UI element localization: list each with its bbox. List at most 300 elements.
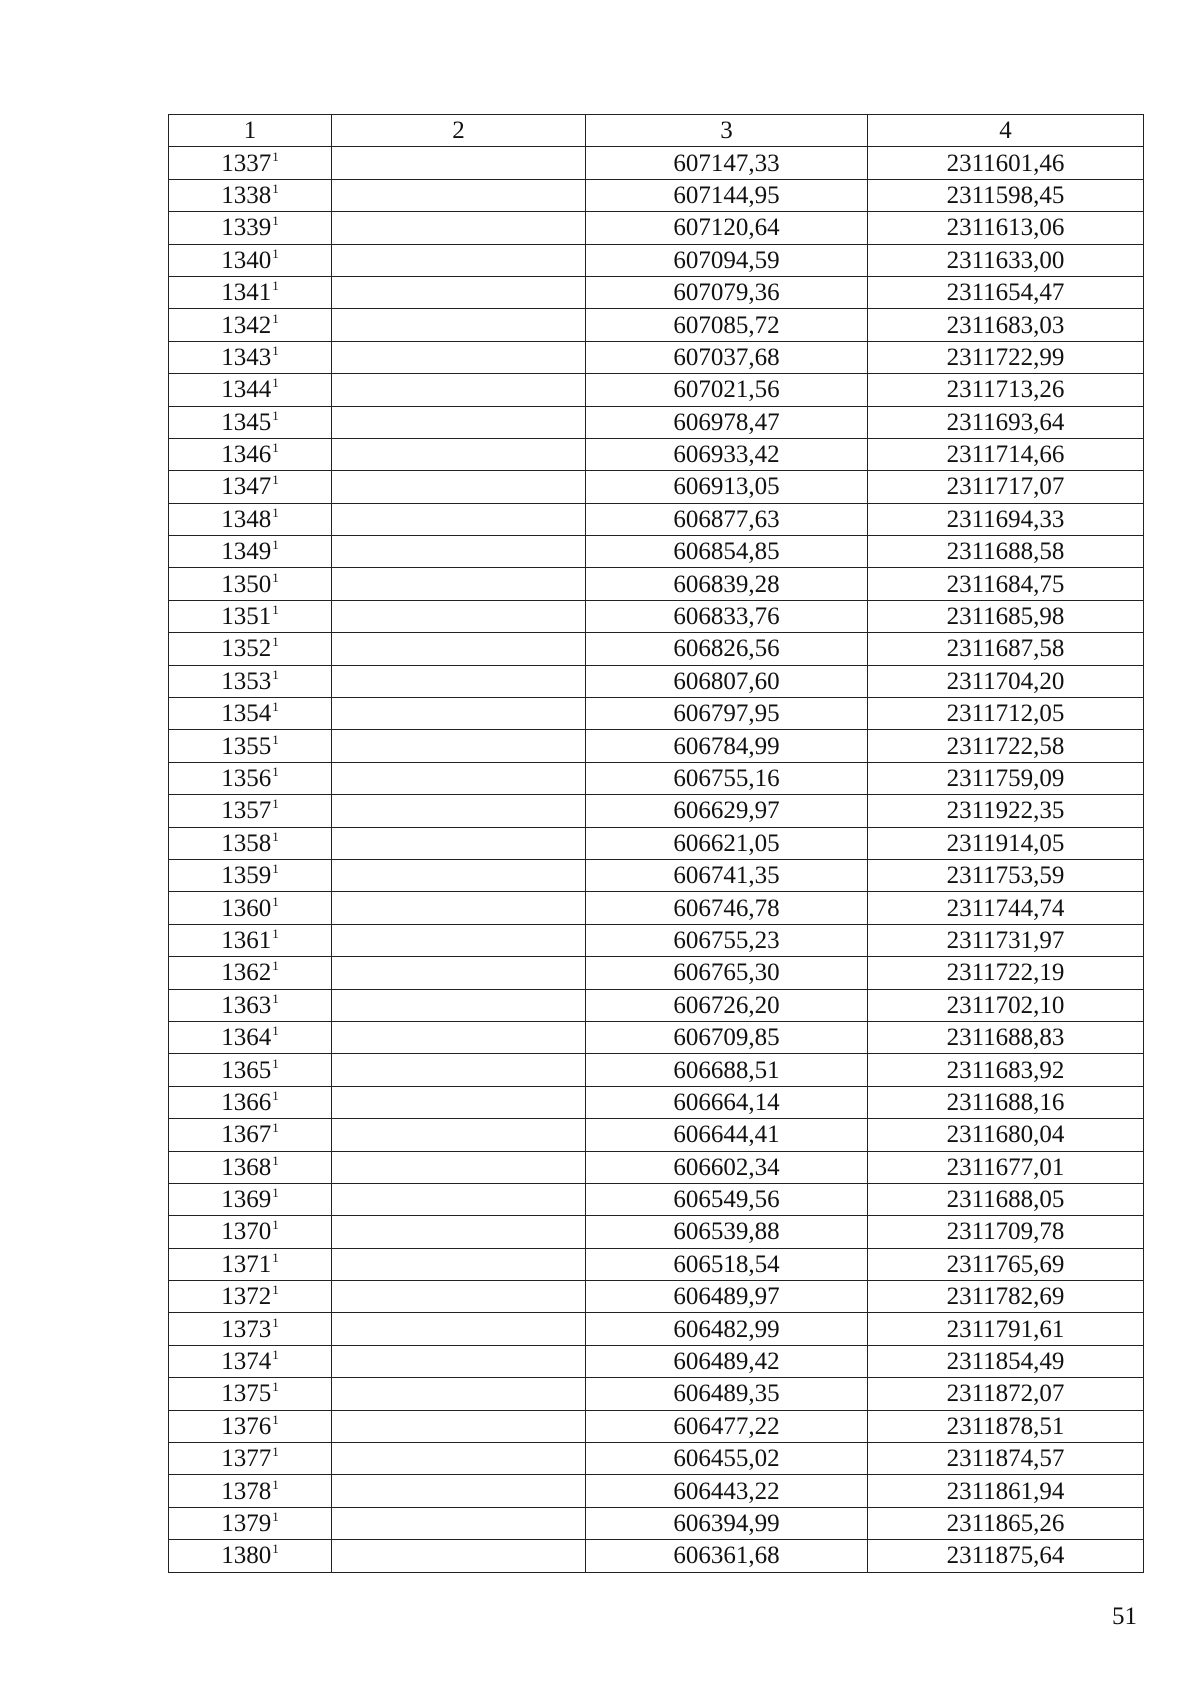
- point-number: 1367: [221, 1121, 272, 1149]
- point-number-cell: [169, 730, 332, 762]
- empty-cell: [332, 1313, 586, 1345]
- point-number: 1348: [221, 505, 272, 533]
- empty-cell: [332, 1507, 586, 1539]
- y-coordinate-cell: 2311598,45: [868, 179, 1144, 211]
- point-number-cell: [169, 438, 332, 470]
- empty-cell: [332, 1443, 586, 1475]
- point-number-cell: [169, 665, 332, 697]
- table-row: [169, 1021, 1144, 1053]
- y-coordinate-cell: 2311709,78: [868, 1216, 1144, 1248]
- point-superscript: 1: [272, 440, 279, 456]
- point-number-cell: [169, 244, 332, 276]
- x-coordinate-cell: 606489,42: [586, 1345, 868, 1377]
- table-row: [169, 1281, 1144, 1313]
- point-superscript: 1: [272, 1152, 279, 1168]
- x-coordinate-cell: 606854,85: [586, 536, 868, 568]
- point-number-cell: [169, 1086, 332, 1118]
- point-number-cell: [169, 179, 332, 211]
- x-coordinate-cell: 606602,34: [586, 1151, 868, 1183]
- point-number: 1355: [221, 732, 272, 760]
- empty-cell: [332, 1248, 586, 1280]
- x-coordinate-cell: 606755,16: [586, 762, 868, 794]
- empty-cell: [332, 892, 586, 924]
- y-coordinate-cell: 2311861,94: [868, 1475, 1144, 1507]
- empty-cell: [332, 1216, 586, 1248]
- y-coordinate-cell: 2311687,58: [868, 633, 1144, 665]
- point-superscript: 1: [272, 1314, 279, 1330]
- point-superscript: 1: [272, 634, 279, 650]
- point-number-cell: [169, 374, 332, 406]
- point-number-cell: [169, 795, 332, 827]
- table-row: [169, 957, 1144, 989]
- x-coordinate-cell: 606755,23: [586, 924, 868, 956]
- point-number-cell: [169, 1443, 332, 1475]
- x-coordinate-cell: 606826,56: [586, 633, 868, 665]
- point-number-cell: [169, 503, 332, 535]
- x-coordinate-cell: 606833,76: [586, 600, 868, 632]
- empty-cell: [332, 600, 586, 632]
- point-number-cell: [169, 1183, 332, 1215]
- empty-cell: [332, 568, 586, 600]
- point-number: 1368: [221, 1153, 272, 1181]
- point-superscript: 1: [272, 1476, 279, 1492]
- point-number: 1339: [221, 214, 272, 242]
- x-coordinate-cell: 606797,95: [586, 698, 868, 730]
- point-superscript: 1: [272, 310, 279, 326]
- point-number-cell: [169, 1378, 332, 1410]
- x-coordinate-cell: 606688,51: [586, 1054, 868, 1086]
- y-coordinate-cell: 2311694,33: [868, 503, 1144, 535]
- table-row: [169, 276, 1144, 308]
- table-row: [169, 1054, 1144, 1086]
- coordinates-table: [168, 114, 1144, 1573]
- table-row: [169, 633, 1144, 665]
- y-coordinate-cell: 2311613,06: [868, 212, 1144, 244]
- point-number: 1350: [221, 570, 272, 598]
- y-coordinate-cell: 2311759,09: [868, 762, 1144, 794]
- x-coordinate-cell: 607079,36: [586, 276, 868, 308]
- empty-cell: [332, 1119, 586, 1151]
- point-number: 1366: [221, 1088, 272, 1116]
- empty-cell: [332, 1281, 586, 1313]
- empty-cell: [332, 957, 586, 989]
- empty-cell: [332, 1151, 586, 1183]
- point-superscript: 1: [272, 375, 279, 391]
- y-coordinate-cell: 2311922,35: [868, 795, 1144, 827]
- y-coordinate-cell: 2311717,07: [868, 471, 1144, 503]
- point-superscript: 1: [272, 1055, 279, 1071]
- point-superscript: 1: [272, 1217, 279, 1233]
- table-row: [169, 1151, 1144, 1183]
- table-row: [169, 698, 1144, 730]
- point-superscript: 1: [272, 1411, 279, 1427]
- point-number-cell: [169, 1248, 332, 1280]
- y-coordinate-cell: 2311702,10: [868, 989, 1144, 1021]
- point-number: 1338: [221, 181, 272, 209]
- x-coordinate-cell: 606489,97: [586, 1281, 868, 1313]
- point-number: 1360: [221, 894, 272, 922]
- x-coordinate-cell: 606877,63: [586, 503, 868, 535]
- point-number: 1376: [221, 1412, 272, 1440]
- x-coordinate-cell: 606807,60: [586, 665, 868, 697]
- empty-cell: [332, 536, 586, 568]
- point-superscript: 1: [272, 472, 279, 488]
- point-superscript: 1: [272, 1508, 279, 1524]
- empty-cell: [332, 438, 586, 470]
- y-coordinate-cell: 2311753,59: [868, 859, 1144, 891]
- x-coordinate-cell: 606482,99: [586, 1313, 868, 1345]
- table-row: [169, 1507, 1144, 1539]
- column-header-4: 4: [868, 115, 1144, 147]
- point-number-cell: [169, 762, 332, 794]
- point-number: 1378: [221, 1477, 272, 1505]
- table-row: [169, 244, 1144, 276]
- y-coordinate-cell: 2311744,74: [868, 892, 1144, 924]
- column-header-3: 3: [586, 115, 868, 147]
- x-coordinate-cell: 607094,59: [586, 244, 868, 276]
- y-coordinate-cell: 2311601,46: [868, 147, 1144, 179]
- point-number-cell: [169, 1507, 332, 1539]
- point-superscript: 1: [272, 1379, 279, 1395]
- point-number: 1358: [221, 829, 272, 857]
- point-number: 1375: [221, 1380, 272, 1408]
- point-number: 1351: [221, 603, 272, 631]
- point-number-cell: [169, 1313, 332, 1345]
- point-superscript: 1: [272, 861, 279, 877]
- empty-cell: [332, 276, 586, 308]
- y-coordinate-cell: 2311712,05: [868, 698, 1144, 730]
- table-row: [169, 471, 1144, 503]
- x-coordinate-cell: 606539,88: [586, 1216, 868, 1248]
- table-row: [169, 989, 1144, 1021]
- point-superscript: 1: [272, 1087, 279, 1103]
- table-row: [169, 503, 1144, 535]
- point-number: 1371: [221, 1250, 272, 1278]
- point-number-cell: [169, 1054, 332, 1086]
- y-coordinate-cell: 2311688,16: [868, 1086, 1144, 1118]
- y-coordinate-cell: 2311684,75: [868, 568, 1144, 600]
- empty-cell: [332, 1475, 586, 1507]
- point-superscript: 1: [272, 1347, 279, 1363]
- x-coordinate-cell: 606933,42: [586, 438, 868, 470]
- y-coordinate-cell: 2311865,26: [868, 1507, 1144, 1539]
- point-superscript: 1: [272, 213, 279, 229]
- table-row: [169, 568, 1144, 600]
- point-superscript: 1: [272, 731, 279, 747]
- table-row: [169, 406, 1144, 438]
- x-coordinate-cell: 606621,05: [586, 827, 868, 859]
- point-superscript: 1: [272, 1185, 279, 1201]
- point-superscript: 1: [272, 958, 279, 974]
- table-row: [169, 762, 1144, 794]
- table-row: [169, 1183, 1144, 1215]
- table-body: [169, 147, 1144, 1572]
- empty-cell: [332, 795, 586, 827]
- point-number-cell: [169, 1021, 332, 1053]
- point-number-cell: [169, 859, 332, 891]
- table-row: [169, 309, 1144, 341]
- table-row: [169, 536, 1144, 568]
- point-superscript: 1: [272, 666, 279, 682]
- point-number: 1362: [221, 959, 272, 987]
- table-row: [169, 892, 1144, 924]
- point-number-cell: [169, 1410, 332, 1442]
- empty-cell: [332, 730, 586, 762]
- table-row: [169, 179, 1144, 211]
- empty-cell: [332, 698, 586, 730]
- point-superscript: 1: [272, 1282, 279, 1298]
- point-number-cell: [169, 536, 332, 568]
- table-row: [169, 1119, 1144, 1151]
- empty-cell: [332, 406, 586, 438]
- empty-cell: [332, 1183, 586, 1215]
- x-coordinate-cell: 607147,33: [586, 147, 868, 179]
- point-number: 1342: [221, 311, 272, 339]
- column-header-1: 1: [169, 115, 332, 147]
- point-number-cell: [169, 1540, 332, 1572]
- table-row: [169, 1475, 1144, 1507]
- table-row: [169, 147, 1144, 179]
- y-coordinate-cell: 2311714,66: [868, 438, 1144, 470]
- point-number-cell: [169, 406, 332, 438]
- x-coordinate-cell: 606726,20: [586, 989, 868, 1021]
- x-coordinate-cell: 606746,78: [586, 892, 868, 924]
- point-number-cell: [169, 600, 332, 632]
- point-number-cell: [169, 698, 332, 730]
- table-row: [169, 1248, 1144, 1280]
- x-coordinate-cell: 606477,22: [586, 1410, 868, 1442]
- point-superscript: 1: [272, 925, 279, 941]
- table-row: [169, 1086, 1144, 1118]
- point-superscript: 1: [272, 1249, 279, 1265]
- y-coordinate-cell: 2311731,97: [868, 924, 1144, 956]
- point-superscript: 1: [272, 569, 279, 585]
- y-coordinate-cell: 2311722,99: [868, 341, 1144, 373]
- y-coordinate-cell: 2311875,64: [868, 1540, 1144, 1572]
- point-number-cell: [169, 568, 332, 600]
- empty-cell: [332, 665, 586, 697]
- y-coordinate-cell: 2311693,64: [868, 406, 1144, 438]
- point-number-cell: [169, 989, 332, 1021]
- point-number: 1353: [221, 667, 272, 695]
- point-superscript: 1: [272, 796, 279, 812]
- point-number: 1370: [221, 1218, 272, 1246]
- x-coordinate-cell: 607085,72: [586, 309, 868, 341]
- point-number: 1356: [221, 765, 272, 792]
- point-number: 1373: [221, 1315, 272, 1343]
- y-coordinate-cell: 2311878,51: [868, 1410, 1144, 1442]
- y-coordinate-cell: 2311685,98: [868, 600, 1144, 632]
- point-number-cell: [169, 924, 332, 956]
- point-number: 1364: [221, 1024, 272, 1052]
- point-superscript: 1: [272, 1541, 279, 1557]
- y-coordinate-cell: 2311677,01: [868, 1151, 1144, 1183]
- point-number: 1341: [221, 279, 272, 307]
- point-superscript: 1: [272, 245, 279, 261]
- point-number-cell: [169, 309, 332, 341]
- y-coordinate-cell: 2311688,58: [868, 536, 1144, 568]
- empty-cell: [332, 309, 586, 341]
- empty-cell: [332, 1540, 586, 1572]
- y-coordinate-cell: 2311683,92: [868, 1054, 1144, 1086]
- table-row: [169, 438, 1144, 470]
- point-number: 1354: [221, 700, 272, 728]
- point-superscript: 1: [272, 893, 279, 909]
- point-superscript: 1: [272, 504, 279, 520]
- table-row: [169, 795, 1144, 827]
- y-coordinate-cell: 2311765,69: [868, 1248, 1144, 1280]
- point-superscript: 1: [272, 148, 279, 164]
- x-coordinate-cell: 606518,54: [586, 1248, 868, 1280]
- point-number: 1345: [221, 408, 272, 436]
- point-number: 1349: [221, 538, 272, 566]
- point-superscript: 1: [272, 699, 279, 715]
- x-coordinate-cell: 606489,35: [586, 1378, 868, 1410]
- point-superscript: 1: [272, 342, 279, 358]
- empty-cell: [332, 374, 586, 406]
- table-row: [169, 1443, 1144, 1475]
- y-coordinate-cell: 2311722,19: [868, 957, 1144, 989]
- point-superscript: 1: [272, 278, 279, 294]
- x-coordinate-cell: 606913,05: [586, 471, 868, 503]
- point-number: 1361: [221, 926, 272, 954]
- empty-cell: [332, 503, 586, 535]
- table-row: [169, 1540, 1144, 1572]
- empty-cell: [332, 924, 586, 956]
- point-number: 1372: [221, 1283, 272, 1311]
- empty-cell: [332, 147, 586, 179]
- point-superscript: 1: [272, 537, 279, 553]
- y-coordinate-cell: 2311872,07: [868, 1378, 1144, 1410]
- table-row: [169, 665, 1144, 697]
- point-superscript: 1: [272, 180, 279, 196]
- point-number-cell: [169, 892, 332, 924]
- table-row: [169, 827, 1144, 859]
- point-superscript: 1: [272, 990, 279, 1006]
- point-superscript: 1: [272, 602, 279, 618]
- y-coordinate-cell: 2311782,69: [868, 1281, 1144, 1313]
- point-number: 1340: [221, 246, 272, 274]
- point-number: 1346: [221, 441, 272, 469]
- point-number-cell: [169, 633, 332, 665]
- table-row: [169, 212, 1144, 244]
- table-row: [169, 924, 1144, 956]
- table-row: [169, 600, 1144, 632]
- empty-cell: [332, 1021, 586, 1053]
- empty-cell: [332, 859, 586, 891]
- point-number: 1365: [221, 1056, 272, 1084]
- y-coordinate-cell: 2311688,05: [868, 1183, 1144, 1215]
- x-coordinate-cell: 606629,97: [586, 795, 868, 827]
- x-coordinate-cell: 606664,14: [586, 1086, 868, 1118]
- empty-cell: [332, 212, 586, 244]
- x-coordinate-cell: 606709,85: [586, 1021, 868, 1053]
- table-row: [169, 374, 1144, 406]
- empty-cell: [332, 1086, 586, 1118]
- x-coordinate-cell: 607037,68: [586, 341, 868, 373]
- x-coordinate-cell: 606784,99: [586, 730, 868, 762]
- empty-cell: [332, 179, 586, 211]
- point-superscript: 1: [272, 1444, 279, 1460]
- x-coordinate-cell: 606394,99: [586, 1507, 868, 1539]
- y-coordinate-cell: 2311874,57: [868, 1443, 1144, 1475]
- point-number: 1369: [221, 1186, 272, 1214]
- table-row: [169, 1378, 1144, 1410]
- table-row: [169, 1313, 1144, 1345]
- empty-cell: [332, 827, 586, 859]
- empty-cell: [332, 1410, 586, 1442]
- point-number: 1347: [221, 473, 272, 501]
- point-number: 1380: [221, 1542, 272, 1570]
- point-number-cell: [169, 1281, 332, 1313]
- point-number: 1337: [221, 149, 272, 177]
- point-number: 1374: [221, 1348, 272, 1376]
- x-coordinate-cell: 606839,28: [586, 568, 868, 600]
- point-number: 1343: [221, 343, 272, 371]
- point-superscript: 1: [272, 1120, 279, 1136]
- y-coordinate-cell: 2311722,58: [868, 730, 1144, 762]
- x-coordinate-cell: 607144,95: [586, 179, 868, 211]
- x-coordinate-cell: 606443,22: [586, 1475, 868, 1507]
- table-row: [169, 341, 1144, 373]
- point-number-cell: [169, 1475, 332, 1507]
- table-header-row: [169, 115, 1144, 147]
- point-number: 1359: [221, 862, 272, 890]
- table-row: [169, 730, 1144, 762]
- y-coordinate-cell: 2311854,49: [868, 1345, 1144, 1377]
- table-row: [169, 859, 1144, 891]
- x-coordinate-cell: 606978,47: [586, 406, 868, 438]
- y-coordinate-cell: 2311683,03: [868, 309, 1144, 341]
- x-coordinate-cell: 606549,56: [586, 1183, 868, 1215]
- point-number-cell: [169, 1119, 332, 1151]
- point-number: 1377: [221, 1445, 272, 1473]
- page-number: 51: [1112, 1603, 1137, 1630]
- empty-cell: [332, 1378, 586, 1410]
- empty-cell: [332, 244, 586, 276]
- point-number-cell: [169, 957, 332, 989]
- empty-cell: [332, 989, 586, 1021]
- y-coordinate-cell: 2311654,47: [868, 276, 1144, 308]
- point-number: 1363: [221, 991, 272, 1019]
- x-coordinate-cell: 607021,56: [586, 374, 868, 406]
- y-coordinate-cell: 2311791,61: [868, 1313, 1144, 1345]
- point-superscript: 1: [272, 407, 279, 423]
- y-coordinate-cell: 2311704,20: [868, 665, 1144, 697]
- point-number: 1379: [221, 1509, 272, 1537]
- empty-cell: [332, 1345, 586, 1377]
- empty-cell: [332, 633, 586, 665]
- point-number: 1344: [221, 376, 272, 404]
- y-coordinate-cell: 2311688,83: [868, 1021, 1144, 1053]
- point-number: 1352: [221, 635, 272, 663]
- x-coordinate-cell: 606361,68: [586, 1540, 868, 1572]
- point-number: 1357: [221, 797, 272, 825]
- y-coordinate-cell: 2311680,04: [868, 1119, 1144, 1151]
- x-coordinate-cell: 606741,35: [586, 859, 868, 891]
- y-coordinate-cell: 2311633,00: [868, 244, 1144, 276]
- y-coordinate-cell: 2311914,05: [868, 827, 1144, 859]
- point-superscript: 1: [272, 764, 279, 779]
- point-number-cell: [169, 1216, 332, 1248]
- point-number-cell: [169, 471, 332, 503]
- x-coordinate-cell: 607120,64: [586, 212, 868, 244]
- column-header-2: 2: [332, 115, 586, 147]
- table-row: [169, 1345, 1144, 1377]
- empty-cell: [332, 1054, 586, 1086]
- x-coordinate-cell: 606644,41: [586, 1119, 868, 1151]
- point-number-cell: [169, 1151, 332, 1183]
